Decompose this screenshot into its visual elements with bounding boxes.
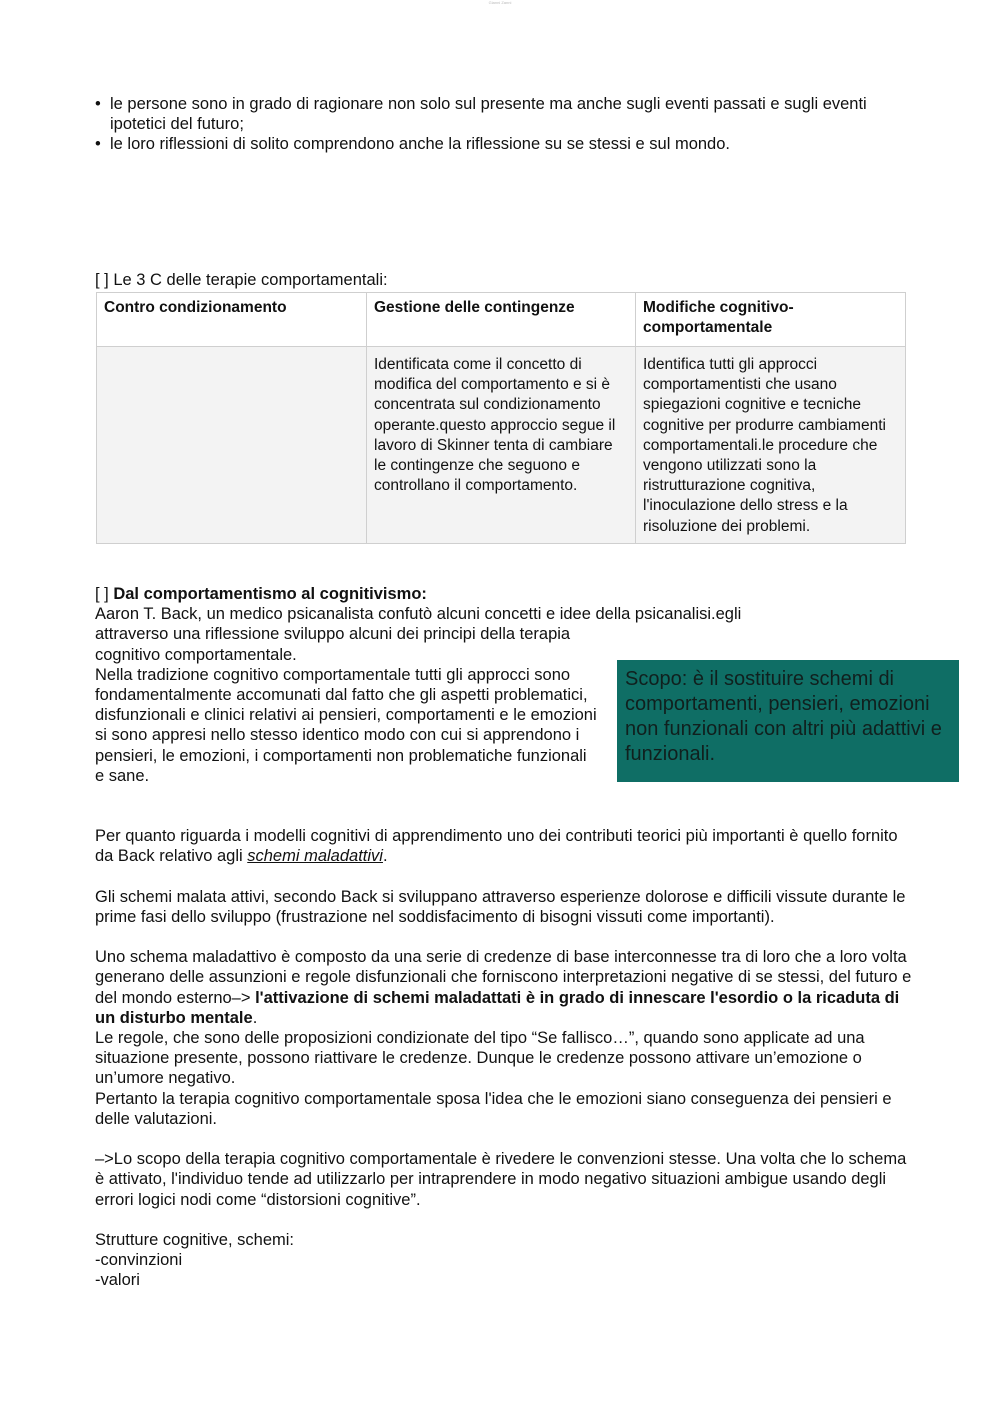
list-item: -valori — [95, 1271, 140, 1290]
paragraph — [95, 826, 915, 866]
table-header-cell: Contro condizionamento — [97, 293, 367, 347]
paragraph: attraverso una riflessione sviluppo alcuni dei principi della terapia cognitivo comportamentale. — [95, 625, 571, 664]
table-header-row — [97, 293, 906, 347]
table-header-cell: Modifiche cognitivo-comportamentale — [636, 293, 906, 347]
paragraph — [95, 947, 915, 1028]
bullet-item: • le loro riflessioni di solito comprendono anche la riflessione su se stessi e sul mondo. — [95, 134, 925, 154]
paragraph: Pertanto la terapia cognitivo comportamentale sposa l'idea che le emozioni siano conseguenza dei pensieri e delle valutazioni. — [95, 1089, 892, 1128]
bold-statement: l'attivazione di schemi maladattati è in grado di innescare l'esordio o la ricaduta di un disturbo mentale — [95, 988, 900, 1027]
header-watermark: Gianni Zanni — [488, 0, 512, 5]
paragraph: Le regole, che sono delle proposizioni condizionate del tipo “Se fallisco…”, quando sono applicate ad una situazione presente, possono riattivare le credenze. Dunque le credenze possono attivare un’emozione o un’umore negativo. — [95, 1029, 865, 1088]
three-c-table — [96, 292, 906, 544]
section-heading — [95, 584, 925, 604]
paragraph: Aaron T. Back, un medico psicanalista confutò alcuni concetti e idee della psicanalisi.egli — [95, 605, 742, 624]
table-cell — [97, 347, 367, 544]
table-heading: [ ] Le 3 C delle terapie comportamentali: — [95, 271, 388, 289]
text-span: Per quanto riguarda i modelli cognitivi di apprendimento uno dei contributi teorici più importanti è quello fornito da Back relativo agli — [95, 827, 898, 866]
paragraph: Gli schemi malata attivi, secondo Back si sviluppano attraverso esperienze dolorose e difficili vissute durante le prime fasi dello sviluppo (frustrazione nel soddisfacimento di bisogni vissuti come importanti). — [95, 887, 906, 926]
section-title: Dal comportamentismo al cognitivismo: — [113, 585, 427, 603]
underlined-term: schemi maladattivi — [247, 847, 383, 866]
table-cell: Identifica tutti gli approcci comportamentisti che usano spiegazioni cognitive e tecniche cognitive per produrre cambiamenti comportamentali.le procedure che vengono utilizzati sono la ristrutturazione cognitiva, l'inoculazione dello stress e la risoluzione dei problemi. — [636, 347, 906, 544]
text-span: . — [252, 1008, 258, 1027]
bullet-list — [95, 94, 925, 155]
table-header-cell: Gestione delle contingenze — [367, 293, 636, 347]
paragraph: –>Lo scopo della terapia cognitivo comportamentale è rivedere le convenzioni stesse. Una volta che lo schema è attivato, l'individuo tende ad utilizzarlo per intraprendere in modo negativo situazioni ambigue usando degli errori logici nodi come “distorsioni cognitive”. — [95, 1150, 907, 1209]
table-row — [97, 347, 906, 544]
list-item: -convinzioni — [95, 1251, 183, 1270]
intro-bullets — [95, 94, 925, 155]
table-cell: Identificata come il concetto di modifica del comportamento e si è concentrata sul condizionamento operante.questo approccio segue il lavoro di Skinner tenta di cambiare le contingenze che seguono e controllano il comportamento. — [367, 347, 636, 544]
text-span: Uno schema maladattivo è composto da una serie di credenze di base interconnesse tra di loro che a loro volta generano delle assunzioni e regole disfunzionali che forniscono interpretazioni negative di se stessi, del futuro e del mondo esterno–> — [95, 948, 912, 1007]
list-title: Strutture cognitive, schemi: — [95, 1231, 294, 1249]
body-section — [95, 826, 915, 1291]
bullet-item: • le persone sono in grado di ragionare non solo sul presente ma anche sugli eventi passati e sugli eventi ipotetici del futuro; — [95, 94, 925, 134]
scope-callout-box: Scopo: è il sostituire schemi di comportamenti, pensieri, emozioni non funzionali con altri più adattivi e funzionali. — [617, 660, 959, 782]
paragraph: Nella tradizione cognitivo comportamentale tutti gli approcci sono fondamentalmente accomunati dal fatto che gli aspetti problematici, disfunzionali e clinici relativi ai pensieri, comportamenti e le emozioni si sono appresi nello stesso identico modo con cui si apprendono i pensieri, le emozioni, i comportamenti non problematiche funzionali e sane. — [95, 665, 597, 785]
checkbox-marker: [ ] — [95, 585, 114, 603]
text-span: . — [382, 847, 388, 866]
